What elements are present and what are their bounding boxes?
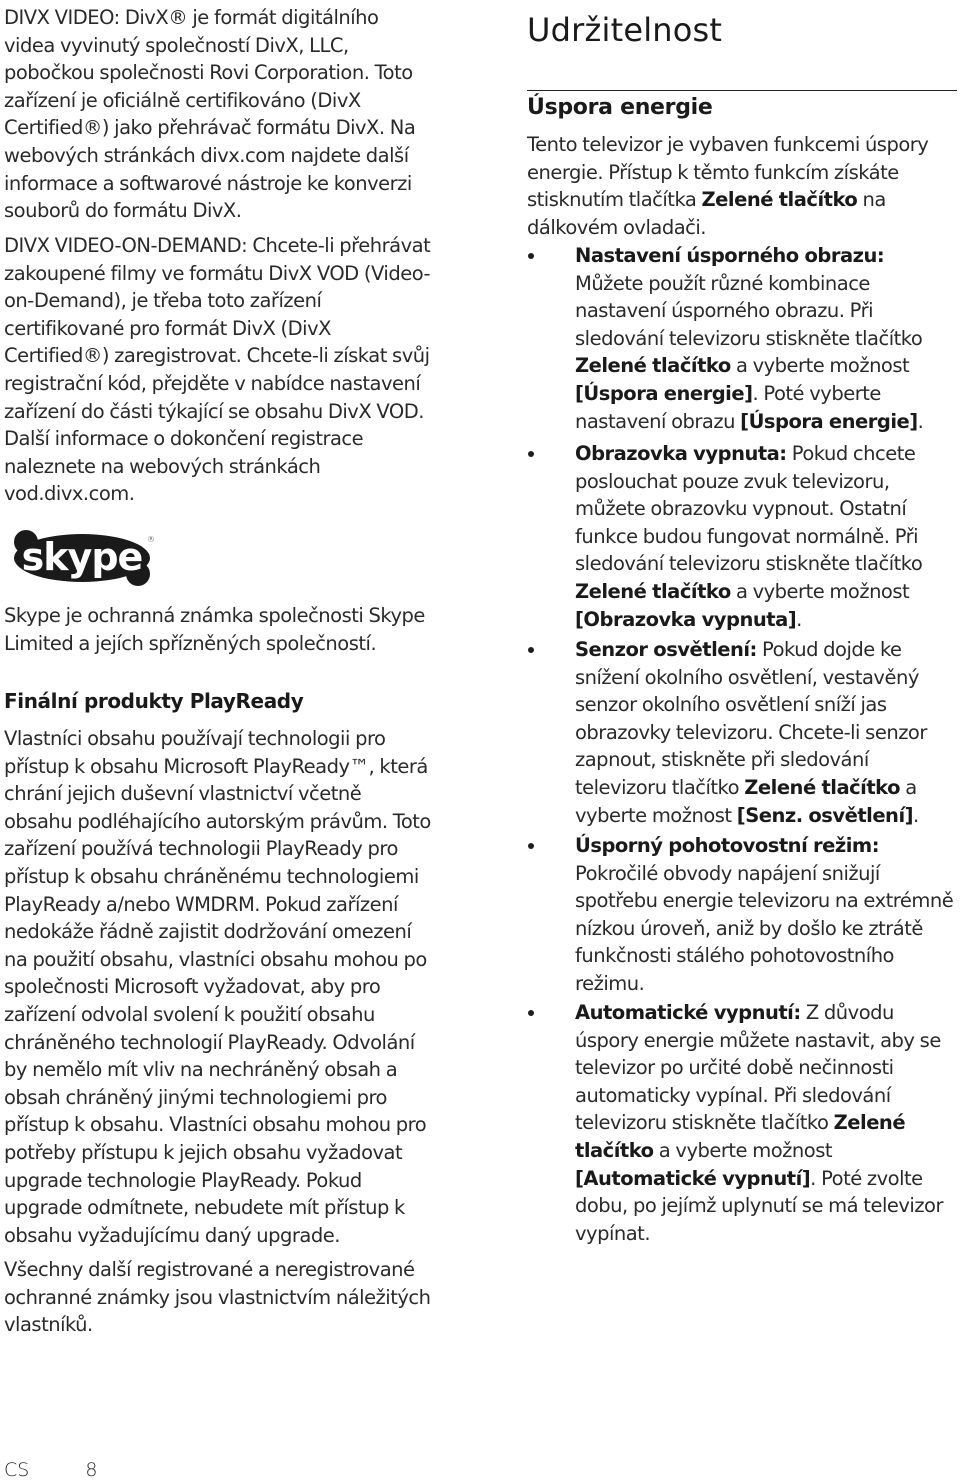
bullet-screen-off: Obrazovka vypnuta: Pokud chcete poslouchat pouze zvuk televizoru, můžete obrazovku vypnout. Ostatní funkce budou fungovat normálně. Při sledování televizoru stiskněte tlačítko Zelené tlačítko a vyberte možnost [Obrazovka vypnuta]. (527, 440, 955, 633)
bullet-dot (528, 253, 534, 259)
playready-heading: Finální produkty PlayReady (4, 689, 304, 713)
energy-intro-paragraph: Tento televizor je vybaven funkcemi úspory energie. Přístup k těmto funkcím získáte stisknutím tlačítka Zelené tlačítko na dálkovém ovladači. (527, 133, 929, 239)
section-subtitle: Úspora energie (527, 90, 957, 123)
svg-text:®: ® (147, 535, 155, 544)
bullet-eco-picture: Nastavení úsporného obrazu: Můžete použít různé kombinace nastavení úsporného obrazu. Při sledování televizoru stiskněte tlačítko Zelené tlačítko a vyberte možnost [Úspora energie]. Poté vyberte nastavení obrazu [Úspora energie]. (527, 242, 955, 435)
trademarks-paragraph: Všechny další registrované a neregistrované ochranné známky jsou vlastnictvím náležitých vlastníků. (4, 1258, 431, 1337)
bullet-dot (528, 843, 534, 849)
page-number: 8 (85, 1459, 98, 1481)
bullet-dot (528, 451, 534, 457)
bullet-eco-standby: Úsporný pohotovostní režim: Pokročilé obvody napájení snižují spotřebu energie televizoru na extrémně nízkou úroveň, aniž by došlo ke ztrátě funkčnosti stálého pohotovostního režimu. (527, 832, 955, 998)
bullet-light-sensor: Senzor osvětlení: Pokud dojde ke snížení okolního osvětlení, vestavěný senzor okolního osvětlení sníží jas obrazovky televizoru. Chcete-li senzor zapnout, stiskněte při sledování televizoru tlačítko Zelené tlačítko a vyberte možnost [Senz. osvětlení]. (527, 636, 955, 829)
divx-video-paragraph: DIVX VIDEO: DivX® je formát digitálního videa vyvinutý společností DivX, LLC, pobočkou společnosti Rovi Corporation. Toto zařízení je oficiálně certifikováno (DivX Certified®) jako přehrávač formátu DivX. Na webových stránkách divx.com najdete další informace a softwarové nástroje ke konverzi souborů do formátu DivX. (4, 6, 416, 223)
bullet-auto-off: Automatické vypnutí: Z důvodu úspory energie můžete nastavit, aby se televizor po určité době nečinnosti automaticky vypínal. Při sledování televizoru stiskněte tlačítko Zelené tlačítko a vyberte možnost [Automatické vypnutí]. Poté zvolte dobu, po jejímž uplynutí se má televizor vypínat. (527, 999, 955, 1247)
skype-trademark-paragraph: Skype je ochranná známka společnosti Skype Limited a jejích spřízněných společností. (4, 604, 425, 655)
skype-logo-text: skype (21, 535, 143, 579)
page-footer (4, 1458, 97, 1482)
language-code: CS (4, 1459, 30, 1481)
section-title: Udržitelnost (527, 11, 723, 49)
skype-logo (10, 528, 154, 592)
bullet-dot (528, 647, 534, 653)
playready-paragraph: Vlastníci obsahu používají technologii pro přístup k obsahu Microsoft PlayReady™, která chrání jejich duševní vlastnictví včetně obsahu podléhajícího autorským právům. Toto zařízení používá technologii PlayReady pro přístup k obsahu chráněnému technologiemi PlayReady a/nebo WMDRM. Pokud zařízení nedokáže řádně zajistit dodržování omezení na použití obsahu, vlastníci obsahu mohou po společnosti Microsoft vyžadovat, aby pro zařízení odvolal svolení k použití obsahu chráněného technologií PlayReady. Odvolání by nemělo mít vliv na nechráněný obsah a obsah chráněný jinými technologiemi pro přístup k obsahu. Vlastníci obsahu mohou pro potřeby přístupu k jejich obsahu vyžadovat upgrade technologie PlayReady. Pokud upgrade odmítnete, nebudete mít přístup k obsahu vyžadujícímu daný upgrade. (4, 727, 431, 1247)
bullet-dot (528, 1010, 534, 1016)
divx-vod-paragraph: DIVX VIDEO-ON-DEMAND: Chcete-li přehrávat zakoupené filmy ve formátu DivX VOD (Video-on-Demand), je třeba toto zařízení certifikované pro formát DivX (DivX Certified®) zaregistrovat. Chcete-li získat svůj registrační kód, přejděte v nabídce nastavení zařízení do části týkající se obsahu DivX VOD. Další informace o dokončení registrace naleznete na webových stránkách vod.divx.com. (4, 234, 431, 506)
